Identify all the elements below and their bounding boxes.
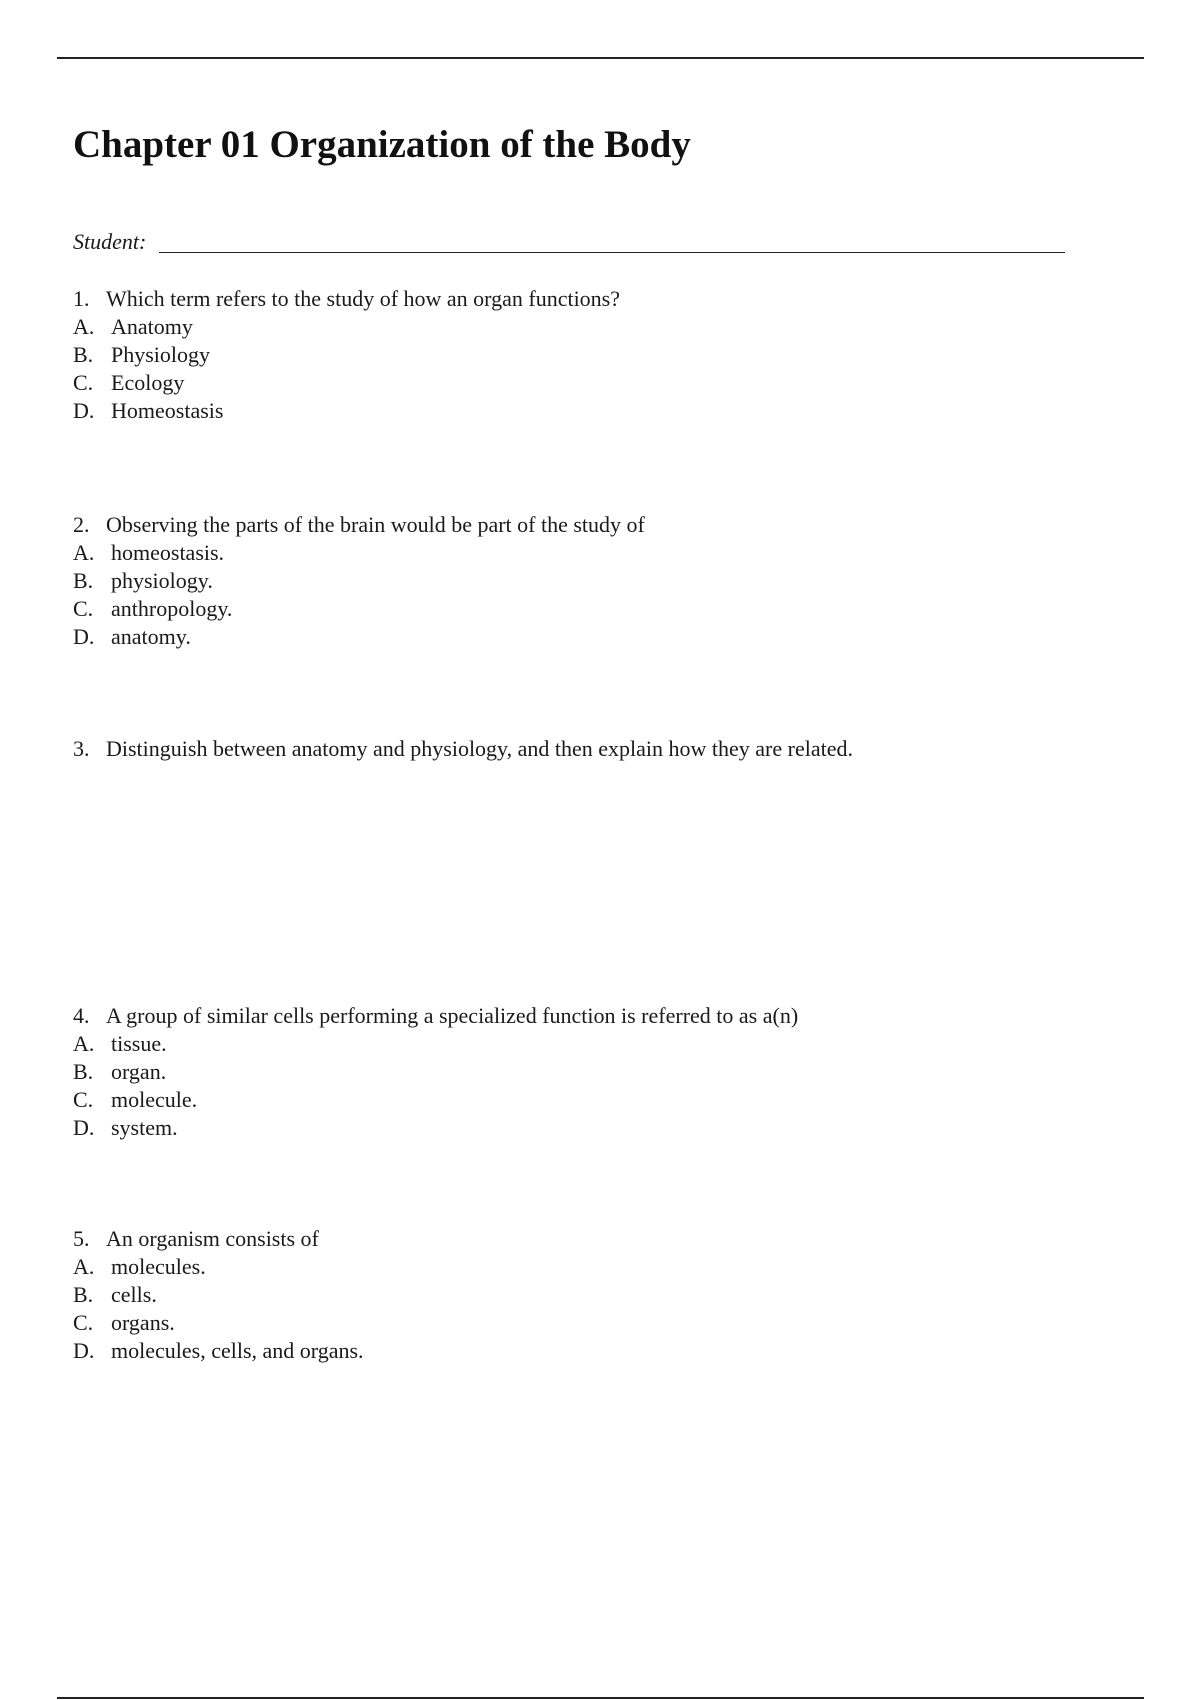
question-stem	[73, 511, 1133, 539]
option-letter: D.	[73, 624, 95, 649]
option-b	[73, 1281, 1133, 1309]
option-text: molecules, cells, and organs.	[111, 1338, 364, 1363]
question-text: Observing the parts of the brain would be part of the study of	[106, 512, 645, 537]
option-c	[73, 1309, 1133, 1337]
option-letter: A.	[73, 1031, 95, 1056]
option-d	[73, 1337, 1133, 1365]
question-number: 5.	[73, 1226, 90, 1251]
option-text: anthropology.	[111, 596, 233, 621]
option-text: organ.	[111, 1059, 167, 1084]
option-d	[73, 623, 1133, 651]
option-text: cells.	[111, 1282, 157, 1307]
option-d	[73, 397, 1133, 425]
student-name-line[interactable]	[159, 252, 1065, 253]
option-a	[73, 1030, 1133, 1058]
option-letter: D.	[73, 398, 95, 423]
option-text: physiology.	[111, 568, 213, 593]
option-d	[73, 1114, 1133, 1142]
question-number: 4.	[73, 1003, 90, 1028]
option-letter: A.	[73, 314, 95, 339]
option-letter: A.	[73, 540, 95, 565]
option-c	[73, 1086, 1133, 1114]
question-text: A group of similar cells performing a specialized function is referred to as a(n)	[106, 1003, 799, 1028]
option-text: organs.	[111, 1310, 175, 1335]
option-text: molecules.	[111, 1254, 206, 1279]
option-letter: B.	[73, 1282, 94, 1307]
question-5	[73, 1225, 1133, 1365]
option-letter: C.	[73, 1310, 94, 1335]
question-text: Which term refers to the study of how an organ functions?	[106, 286, 621, 311]
question-stem	[73, 1225, 1133, 1253]
student-label: Student:	[73, 229, 147, 254]
option-a	[73, 539, 1133, 567]
option-b	[73, 567, 1133, 595]
option-c	[73, 369, 1133, 397]
page-title: Chapter 01 Organization of the Body	[73, 123, 691, 166]
option-letter: C.	[73, 596, 94, 621]
option-letter: B.	[73, 1059, 94, 1084]
question-number: 3.	[73, 736, 90, 761]
question-stem	[73, 1002, 1133, 1030]
option-text: system.	[111, 1115, 178, 1140]
option-text: Homeostasis	[111, 398, 224, 423]
question-text: Distinguish between anatomy and physiology, and then explain how they are related.	[106, 736, 853, 761]
question-stem	[73, 735, 1133, 763]
option-text: tissue.	[111, 1031, 167, 1056]
option-letter: B.	[73, 342, 94, 367]
option-b	[73, 1058, 1133, 1086]
option-c	[73, 595, 1133, 623]
option-letter: B.	[73, 568, 94, 593]
option-text: Ecology	[111, 370, 185, 395]
question-4	[73, 1002, 1133, 1142]
question-stem	[73, 285, 1133, 313]
option-letter: A.	[73, 1254, 95, 1279]
option-letter: C.	[73, 370, 94, 395]
student-field	[73, 228, 1068, 256]
option-text: Anatomy	[111, 314, 193, 339]
option-a	[73, 1253, 1133, 1281]
question-number: 1.	[73, 286, 90, 311]
question-3	[73, 735, 1133, 763]
option-text: Physiology	[111, 342, 211, 367]
option-letter: D.	[73, 1338, 95, 1363]
question-number: 2.	[73, 512, 90, 537]
top-rule	[57, 57, 1144, 59]
option-b	[73, 341, 1133, 369]
bottom-rule	[57, 1697, 1144, 1699]
question-2	[73, 511, 1133, 651]
option-text: molecule.	[111, 1087, 198, 1112]
question-text: An organism consists of	[106, 1226, 319, 1251]
option-letter: C.	[73, 1087, 94, 1112]
option-text: homeostasis.	[111, 540, 225, 565]
option-text: anatomy.	[111, 624, 191, 649]
question-1	[73, 285, 1133, 425]
option-letter: D.	[73, 1115, 95, 1140]
option-a	[73, 313, 1133, 341]
